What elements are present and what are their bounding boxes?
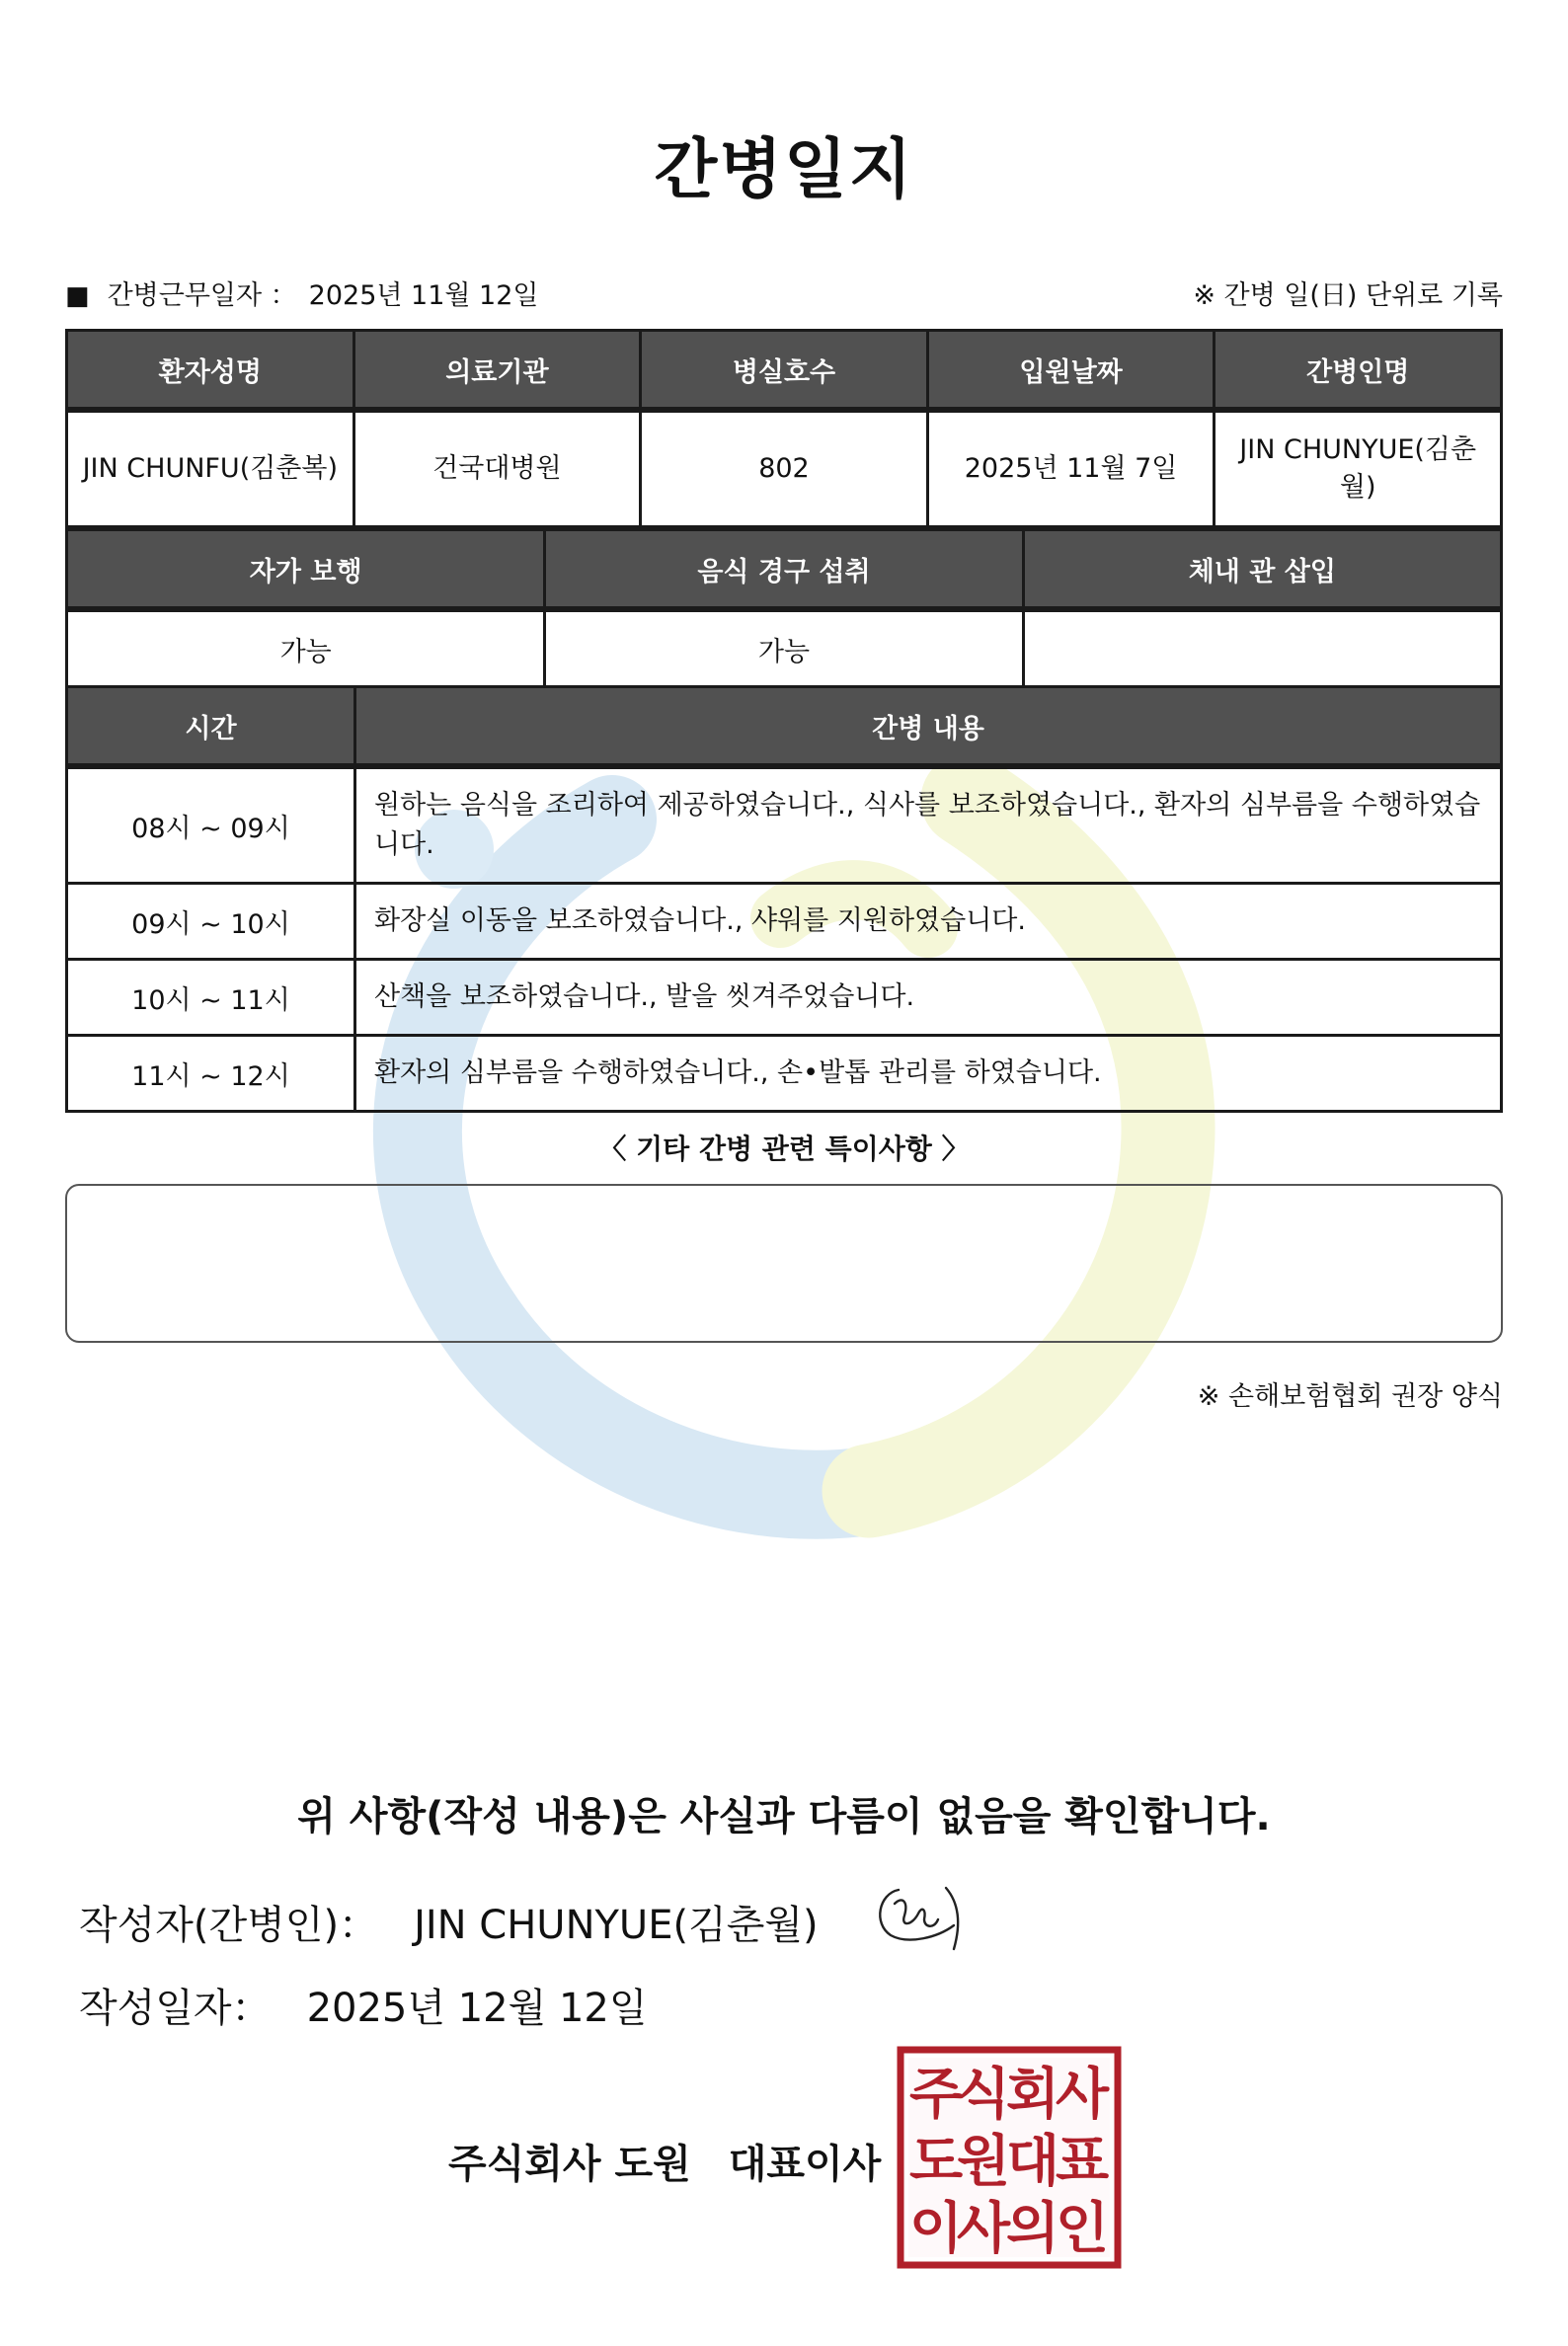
company-name: 주식회사 도원 [448, 2142, 691, 2187]
svg-text:인: 인 [1055, 2197, 1110, 2261]
recommended-form-note: ※ 손해보험협회 권장 양식 [1197, 1381, 1503, 1412]
time-cell: 10시 ~ 11시 [67, 960, 355, 1036]
square-bullet-icon: ■ [65, 280, 90, 311]
time-cell: 08시 ~ 09시 [67, 766, 355, 884]
writer-row [79, 1894, 819, 1949]
svg-text:식: 식 [956, 2063, 1011, 2127]
patient-status-table [65, 528, 1503, 688]
svg-text:도: 도 [908, 2130, 964, 2194]
writer-label: 작성자(간병인)： [79, 1902, 379, 1948]
representative-title: 대표이사 [728, 2142, 882, 2187]
work-date-group [65, 274, 539, 312]
table-row [67, 1036, 1502, 1112]
header-tube-insertion: 체내 관 삽입 [1023, 530, 1501, 610]
work-date-value: 2025년 11월 12일 [308, 279, 539, 311]
writer-name: JIN CHUNYUE(김춘월) [414, 1902, 819, 1948]
table-row [67, 766, 1502, 884]
table-row [67, 960, 1502, 1036]
svg-text:사: 사 [1055, 2063, 1110, 2127]
work-date-label: 간병근무일자 ： [107, 279, 297, 311]
handwritten-signature [869, 1876, 978, 1955]
time-cell: 11시 ~ 12시 [67, 1036, 355, 1112]
admission-date-value: 2025년 11월 7일 [927, 410, 1215, 527]
care-content-cell: 원하는 음식을 조리하여 제공하였습니다., 식사를 보조하였습니다., 환자의 심부름을 수행하였습니다. [355, 766, 1502, 884]
status-header-row [67, 530, 1502, 610]
care-log-table [65, 685, 1503, 1113]
written-date-label: 작성일자： [79, 1985, 272, 2031]
svg-text:사: 사 [956, 2197, 1011, 2261]
status-value-row [67, 609, 1502, 687]
header-patient-name: 환자성명 [67, 331, 354, 411]
self-walking-value: 가능 [67, 609, 545, 687]
time-cell: 09시 ~ 10시 [67, 884, 355, 960]
oral-intake-value: 가능 [545, 609, 1023, 687]
caregiver-name-value: JIN CHUNYUE(김춘월) [1215, 410, 1502, 527]
special-notes-heading: 〈 기타 간병 관련 특이사항 〉 [598, 1133, 970, 1165]
special-notes-box [65, 1184, 1503, 1343]
company-signature-line [448, 2133, 881, 2189]
patient-header-row [67, 331, 1502, 411]
tube-insertion-value [1023, 609, 1501, 687]
header-time: 시간 [67, 687, 355, 767]
header-admission-date: 입원날짜 [927, 331, 1215, 411]
svg-text:표: 표 [1055, 2130, 1110, 2194]
svg-text:원: 원 [956, 2130, 1011, 2194]
patient-name-value: JIN CHUNFU(김춘복) [67, 410, 354, 527]
confirmation-statement: 위 사항(작성 내용)은 사실과 다름이 없음을 확인합니다. [297, 1794, 1271, 1839]
svg-text:주: 주 [908, 2063, 964, 2127]
svg-text:대: 대 [1005, 2130, 1060, 2194]
header-hospital: 의료기관 [353, 331, 641, 411]
header-caregiver-name: 간병인명 [1215, 331, 1502, 411]
svg-text:회: 회 [1005, 2063, 1060, 2127]
written-date-value: 2025년 12월 12일 [306, 1985, 648, 2031]
company-seal-stamp [897, 2046, 1122, 2269]
care-content-cell: 화장실 이동을 보조하였습니다., 샤워를 지원하였습니다. [355, 884, 1502, 960]
written-date-row [79, 1977, 648, 2032]
work-date-line [65, 273, 1503, 312]
room-number-value: 802 [641, 410, 928, 527]
care-content-cell: 산책을 보조하였습니다., 발을 씻겨주었습니다. [355, 960, 1502, 1036]
care-header-row [67, 687, 1502, 767]
table-row [67, 884, 1502, 960]
patient-value-row [67, 410, 1502, 527]
patient-info-table [65, 329, 1503, 528]
svg-text:이: 이 [908, 2197, 964, 2261]
header-self-walking: 자가 보행 [67, 530, 545, 610]
svg-text:의: 의 [1005, 2197, 1060, 2261]
care-content-cell: 환자의 심부름을 수행하였습니다., 손•발톱 관리를 하였습니다. [355, 1036, 1502, 1112]
document-title: 간병일지 [654, 131, 914, 207]
hospital-value: 건국대병원 [353, 410, 641, 527]
header-room-number: 병실호수 [641, 331, 928, 411]
header-care-content: 간병 내용 [355, 687, 1502, 767]
record-unit-note: ※ 간병 일(日) 단위로 기록 [1193, 279, 1503, 311]
header-oral-intake: 음식 경구 섭취 [545, 530, 1023, 610]
